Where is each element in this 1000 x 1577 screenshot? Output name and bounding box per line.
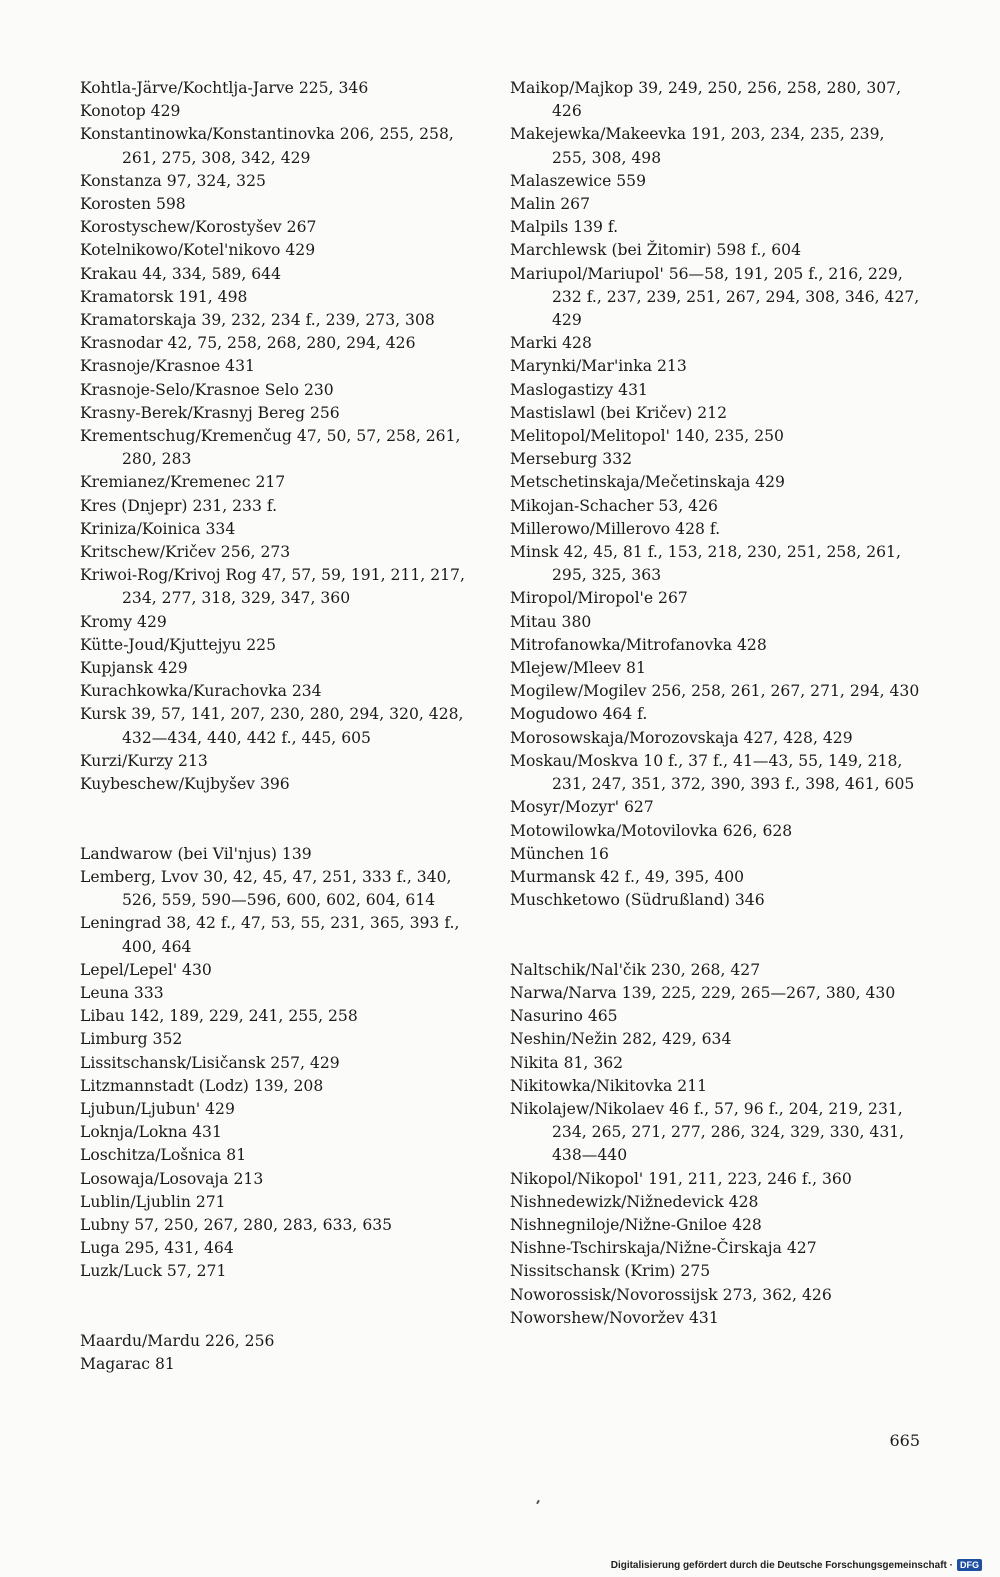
index-entry: Lublin/Ljublin 271 xyxy=(80,1192,226,1211)
index-entry: Lemberg, Lvov 30, 42, 45, 47, 251, 333 f., 340, 526, 559, 590—596, 600, 602, 604, 614 xyxy=(80,867,452,910)
index-entry: Kramatorskaja 39, 232, 234 f., 239, 273, 308 xyxy=(80,311,435,330)
index-entry: Mariupol/Mariupol' 56—58, 191, 205 f., 216, 229, 232 f., 237, 239, 251, 267, 294, 308, 346, 427, 429 xyxy=(510,264,920,330)
index-entry: Noworshew/Novoržev 431 xyxy=(510,1308,719,1327)
page-number: 665 xyxy=(889,1431,920,1450)
index-entry: Mosyr/Mozyr' 627 xyxy=(510,798,654,817)
index-entry: Leuna 333 xyxy=(80,983,164,1002)
index-entry: Kursk 39, 57, 141, 207, 230, 280, 294, 320, 428, 432—434, 440, 442 f., 445, 605 xyxy=(80,705,464,747)
index-entry: Kriniza/Koinica 334 xyxy=(80,519,236,538)
index-entry: Marchlewsk (bei Žitomir) 598 f., 604 xyxy=(510,241,802,260)
index-entry: Krasnodar 42, 75, 258, 268, 280, 294, 426 xyxy=(80,334,416,353)
index-entry: Libau 142, 189, 229, 241, 255, 258 xyxy=(80,1007,358,1026)
index-entry: Kres (Dnjepr) 231, 233 f. xyxy=(80,496,278,515)
index-entry: Konstantinowka/Konstantinovka 206, 255, 258, 261, 275, 308, 342, 429 xyxy=(80,125,454,167)
index-entry: Nikopol/Nikopol' 191, 211, 223, 246 f., 360 xyxy=(510,1169,852,1188)
index-entry: Luga 295, 431, 464 xyxy=(80,1239,234,1258)
digitization-footer xyxy=(611,1559,982,1571)
index-entry: Maslogastizy 431 xyxy=(510,380,648,399)
index-entry: Nikitowka/Nikitovka 211 xyxy=(510,1076,708,1095)
index-entry: Korosten 598 xyxy=(80,195,186,214)
index-entry: Nikita 81, 362 xyxy=(510,1053,624,1072)
index-entry: Mitrofanowka/Mitrofanovka 428 xyxy=(510,635,767,654)
index-entry: Mlejew/Mleev 81 xyxy=(510,659,646,678)
index-entry: Nishnedewizk/Nižnedevick 428 xyxy=(510,1192,759,1211)
index-entry: Mitau 380 xyxy=(510,612,592,631)
section-gap xyxy=(80,796,490,842)
index-entry: Mogudowo 464 f. xyxy=(510,705,648,724)
index-entry: Loknja/Lokna 431 xyxy=(80,1123,222,1142)
index-entry: Kromy 429 xyxy=(80,612,167,631)
index-entry: Leningrad 38, 42 f., 47, 53, 55, 231, 365, 393 f., 400, 464 xyxy=(80,914,460,956)
index-entry: Melitopol/Melitopol' 140, 235, 250 xyxy=(510,427,784,446)
index-entry: Narwa/Narva 139, 225, 229, 265—267, 380, 430 xyxy=(510,983,896,1002)
section-gap xyxy=(510,912,920,958)
index-entry: Kotelnikowo/Kotel'nikovo 429 xyxy=(80,241,316,260)
index-entry: Landwarow (bei Vil'njus) 139 xyxy=(80,844,312,863)
index-entry: Nishnegniloje/Nižne-Gniloe 428 xyxy=(510,1215,762,1234)
index-entry: Kramatorsk 191, 498 xyxy=(80,287,248,306)
index-entry: Mogilew/Mogilev 256, 258, 261, 267, 271, 294, 430 xyxy=(510,682,920,701)
section-gap xyxy=(80,1284,490,1330)
index-entry: Krakau 44, 334, 589, 644 xyxy=(80,264,282,283)
index-entry: Kütte-Joud/Kjuttejyu 225 xyxy=(80,635,276,654)
index-entry: Kremianez/Kremenec 217 xyxy=(80,473,286,492)
index-entry: Makejewka/Makeevka 191, 203, 234, 235, 239, 255, 308, 498 xyxy=(510,125,885,167)
index-entry: Magarac 81 xyxy=(80,1355,175,1374)
index-entry: Maikop/Majkop 39, 249, 250, 256, 258, 280, 307, 426 xyxy=(510,79,902,121)
index-entry: Krasnoje-Selo/Krasnoe Selo 230 xyxy=(80,380,334,399)
index-entry: Kurzi/Kurzy 213 xyxy=(80,751,208,770)
index-entry: Ljubun/Ljubun' 429 xyxy=(80,1099,235,1118)
index-entry: Litzmannstadt (Lodz) 139, 208 xyxy=(80,1076,324,1095)
index-entry: Murmansk 42 f., 49, 395, 400 xyxy=(510,867,745,886)
index-entry: Mastislawl (bei Kričev) 212 xyxy=(510,403,728,422)
index-entry: Krasny-Berek/Krasnyj Bereg 256 xyxy=(80,403,340,422)
index-entry: Korostyschew/Korostyšev 267 xyxy=(80,218,317,237)
index-entry: Motowilowka/Motovilovka 626, 628 xyxy=(510,821,793,840)
index-entry: Naltschik/Nal'čik 230, 268, 427 xyxy=(510,960,761,979)
index-entry: Krasnoje/Krasnoe 431 xyxy=(80,357,255,376)
index-entry: Moskau/Moskva 10 f., 37 f., 41—43, 55, 149, 218, 231, 247, 351, 372, 390, 393 f., 398, 461, 605 xyxy=(510,751,915,794)
index-entry: Morosowskaja/Morozovskaja 427, 428, 429 xyxy=(510,728,853,747)
index-entry: Nikolajew/Nikolaev 46 f., 57, 96 f., 204, 219, 231, 234, 265, 271, 277, 286, 324, 329, 330, 431, 438—440 xyxy=(510,1099,905,1165)
index-entry: Lissitschansk/Lisičansk 257, 429 xyxy=(80,1053,340,1072)
index-entry: Limburg 352 xyxy=(80,1030,183,1049)
index-entry: Marki 428 xyxy=(510,334,592,353)
index-column-right xyxy=(510,77,920,1330)
index-entry: Nasurino 465 xyxy=(510,1007,618,1026)
index-entry: Kohtla-Järve/Kochtlja-Jarve 225, 346 xyxy=(80,79,369,97)
index-entry: Mikojan-Schacher 53, 426 xyxy=(510,496,718,515)
index-entry: Malpils 139 f. xyxy=(510,218,619,237)
index-entry: Neshin/Nežin 282, 429, 634 xyxy=(510,1030,732,1049)
index-entry: München 16 xyxy=(510,844,609,863)
index-entry: Noworossisk/Novorossijsk 273, 362, 426 xyxy=(510,1285,832,1304)
index-entry: Loschitza/Lošnica 81 xyxy=(80,1146,247,1165)
index-entry: Marynki/Mar'inka 213 xyxy=(510,357,687,376)
index-entry: Kriwoi-Rog/Krivoj Rog 47, 57, 59, 191, 211, 217, 234, 277, 318, 329, 347, 360 xyxy=(80,566,465,608)
index-entry: Muschketowo (Südrußland) 346 xyxy=(510,891,765,910)
index-entry: Kritschew/Kričev 256, 273 xyxy=(80,543,291,562)
footer-text: Digitalisierung gefördert durch die Deutsche Forschungsgemeinschaft · xyxy=(610,1559,953,1571)
index-entry: Kupjansk 429 xyxy=(80,659,188,678)
index-entry: Minsk 42, 45, 81 f., 153, 218, 230, 251, 258, 261, 295, 325, 363 xyxy=(510,543,901,585)
dfg-logo-icon: DFG xyxy=(957,1559,982,1571)
index-entry: Lubny 57, 250, 267, 280, 283, 633, 635 xyxy=(80,1215,393,1234)
index-entry: Malin 267 xyxy=(510,195,591,214)
index-entry: Konstanza 97, 324, 325 xyxy=(80,171,266,190)
index-entry: Metschetinskaja/Mečetinskaja 429 xyxy=(510,473,785,492)
index-entry: Miropol/Miropol'e 267 xyxy=(510,589,688,608)
index-entry: Kurachkowka/Kurachovka 234 xyxy=(80,682,322,701)
index-entry: Maardu/Mardu 226, 256 xyxy=(80,1331,275,1350)
index-entry: Luzk/Luck 57, 271 xyxy=(80,1262,227,1281)
index-entry: Nishne-Tschirskaja/Nižne-Čirskaja 427 xyxy=(510,1239,817,1258)
index-entry: Nissitschansk (Krim) 275 xyxy=(510,1262,711,1281)
index-entry: Millerowo/Millerovo 428 f. xyxy=(510,519,721,538)
index-entry: Lepel/Lepel' 430 xyxy=(80,960,212,979)
index-entry: Krementschug/Kremenčug 47, 50, 57, 258, 261, 280, 283 xyxy=(80,427,461,469)
ink-speck xyxy=(536,1500,540,1504)
index-entry: Kuybeschew/Kujbyšev 396 xyxy=(80,775,290,794)
index-entry: Konotop 429 xyxy=(80,102,181,121)
index-entry: Malaszewice 559 xyxy=(510,171,647,190)
index-entry: Losowaja/Losovaja 213 xyxy=(80,1169,264,1188)
index-column-left xyxy=(80,77,490,1376)
index-entry: Merseburg 332 xyxy=(510,450,633,469)
